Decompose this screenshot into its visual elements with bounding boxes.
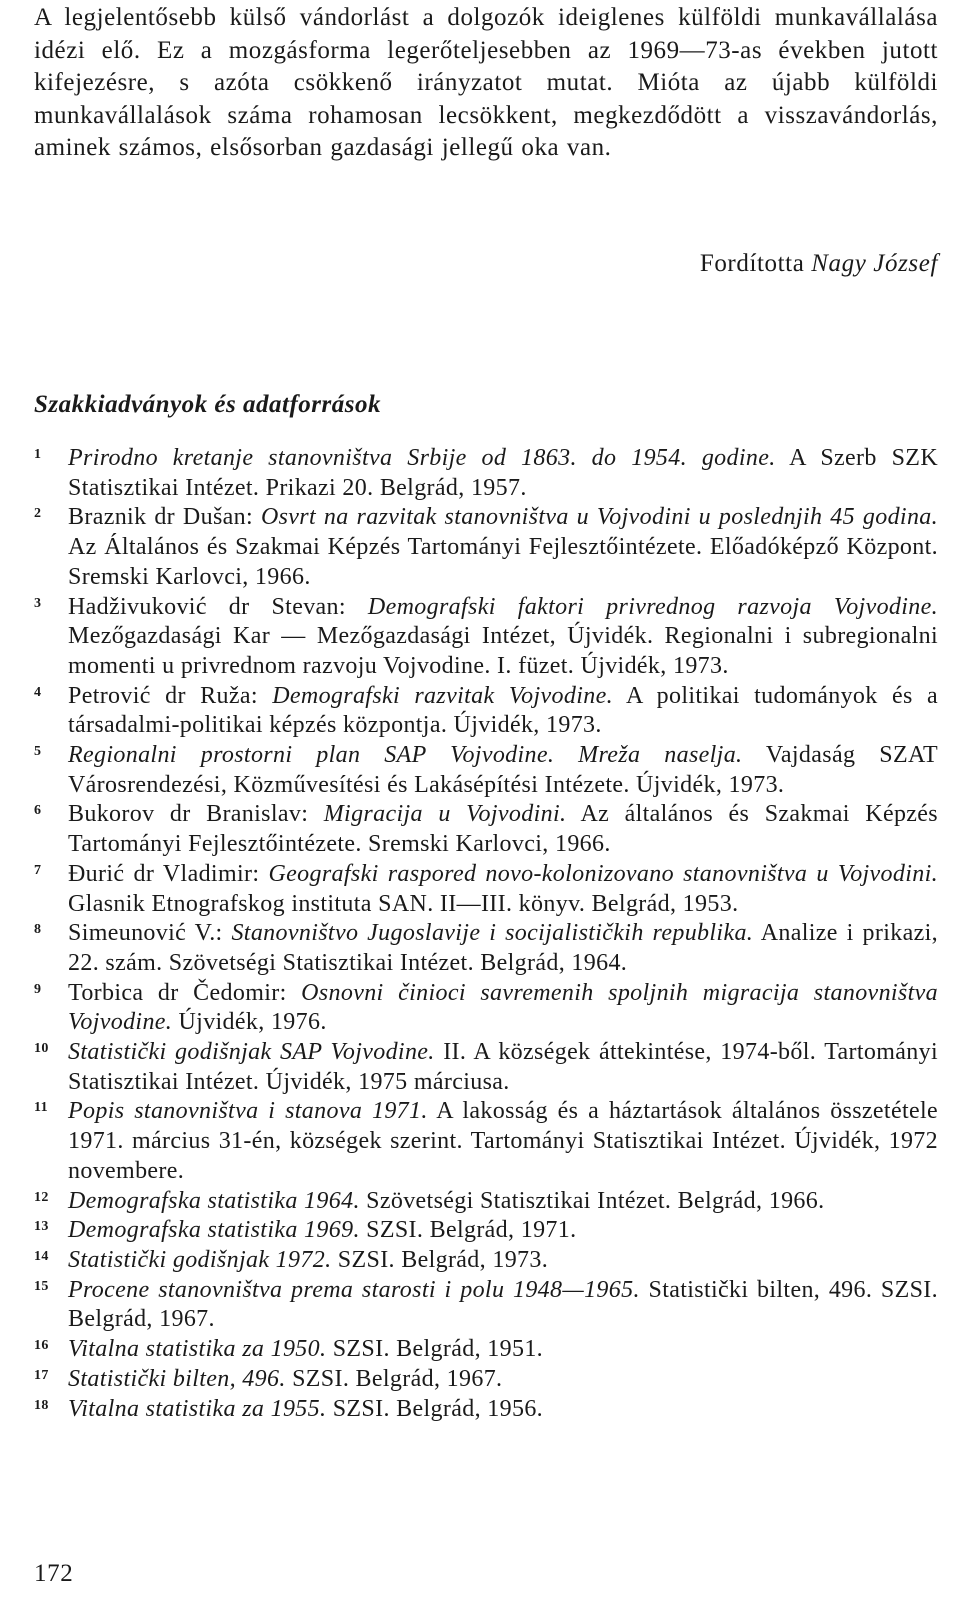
reference-details: Az általános és Szakmai Képzés Tartományi Fejlesztőintézete. Sremski Karlovci, 1966. [68, 801, 938, 858]
translator-name: Nagy József [811, 250, 938, 277]
reference-title: Statistički godišnjak 1972. [68, 1246, 332, 1273]
reference-title: Vitalna statistika za 1955. [68, 1395, 327, 1422]
reference-title: Osvrt na razvitak stanovništva u Vojvodini u poslednjih 45 godina. [260, 504, 939, 531]
reference-title: Demografski razvitak Vojvodine. [272, 682, 613, 709]
reference-number: 7 [34, 862, 42, 878]
reference-number: 6 [34, 803, 42, 819]
reference-item [34, 1216, 938, 1246]
reference-number: 3 [34, 595, 42, 611]
reference-number: 14 [34, 1248, 49, 1264]
reference-number: 16 [34, 1338, 49, 1354]
reference-details: II. A községek áttekintése, 1974-ből. Tartományi Statisztikai Intézet. Újvidék, 1975 márciusa. [68, 1039, 938, 1095]
reference-author: Đurić dr Vladimir: [68, 860, 269, 887]
reference-number: 13 [34, 1219, 49, 1235]
reference-title: Stanovništvo Jugoslavije i socijalističkih republika. [231, 920, 754, 947]
reference-number: 15 [34, 1278, 49, 1294]
reference-number: 12 [34, 1189, 49, 1205]
reference-item [34, 1335, 938, 1365]
reference-details: SZSI. Belgrád, 1973. [331, 1246, 549, 1273]
reference-item [34, 1038, 938, 1097]
reference-author: Torbica dr Čedomir: [68, 979, 302, 1006]
translator-prefix: Fordította [699, 250, 812, 277]
reference-item [34, 800, 938, 859]
reference-details: Újvidék, 1976. [172, 1009, 327, 1036]
reference-item [34, 919, 938, 978]
section-title: Szakkiadványok és adatforrások [34, 391, 381, 418]
reference-number: 10 [34, 1041, 49, 1057]
reference-number: 8 [34, 922, 42, 938]
reference-author: Simeunović V.: [68, 920, 232, 947]
reference-details: Analize i prikazi, 22. szám. Szövetségi Statisztikai Intézet. Belgrád, 1964. [68, 920, 938, 976]
reference-author: Braznik dr Dušan: [68, 504, 261, 531]
reference-item [34, 741, 938, 800]
reference-number: 9 [34, 981, 42, 997]
reference-author: Bukorov dr Branislav: [68, 801, 324, 828]
page-number: 172 [34, 1560, 74, 1587]
reference-details: Mezőgazdasági Kar — Mezőgazdasági Intézet, Újvidék. Regionalni i subregionalni momenti u privrednom razvoju Vojvodine. I. füzet. Újvidék, 1973. [68, 623, 938, 679]
reference-details: Glasnik Etnografskog instituta SAN. II—III. könyv. Belgrád, 1953. [68, 890, 739, 917]
reference-details: Az Általános és Szakmai Képzés Tartományi Fejlesztőintézete. Előadóképző Központ. Sremski Karlovci, 1966. [68, 534, 938, 590]
reference-number: 4 [34, 684, 42, 700]
reference-item [34, 1276, 938, 1335]
reference-number: 17 [34, 1367, 49, 1383]
reference-details: A lakosság és a háztartások általános összetétele 1971. március 31-én, községek szerint. Tartományi Statisztikai Intézet. Újvidék, 1972 novembere. [68, 1098, 938, 1184]
reference-author: Petrović dr Ruža: [68, 682, 273, 709]
reference-number: 1 [34, 447, 42, 462]
reference-item [34, 1246, 938, 1276]
reference-item [34, 1395, 938, 1425]
reference-number: 2 [34, 506, 42, 522]
reference-details: SZSI. Belgrád, 1956. [326, 1395, 544, 1422]
reference-title: Regionalni prostorni plan SAP Vojvodine. Mreža naselja. [68, 742, 743, 769]
reference-list [34, 444, 938, 1424]
reference-item [34, 860, 938, 919]
reference-details: A politikai tudományok és a társadalmi-politikai képzés központja. Újvidék, 1973. [68, 682, 938, 739]
reference-item [34, 503, 938, 592]
reference-details: Vajdaság SZAT Városrendezési, Közművesítési és Lakásépítési Intézete. Újvidék, 1973. [68, 742, 938, 798]
reference-author: Hadživuković dr Stevan: [68, 593, 368, 620]
reference-item [34, 1097, 938, 1186]
reference-item [34, 1187, 938, 1217]
reference-title: Demografska statistika 1964. [68, 1187, 360, 1214]
document-page [34, 0, 938, 1602]
reference-title: Migracija u Vojvodini. [323, 801, 567, 828]
reference-item [34, 1365, 938, 1395]
reference-item [34, 444, 938, 503]
reference-title: Demografski faktori privrednog razvoja Vojvodine. [367, 593, 938, 620]
reference-details: SZSI. Belgrád, 1951. [326, 1336, 544, 1363]
reference-title: Statistički bilten, 496. [68, 1365, 286, 1392]
reference-item [34, 682, 938, 741]
reference-details: SZSI. Belgrád, 1971. [359, 1217, 577, 1244]
reference-details: Szövetségi Statisztikai Intézet. Belgrád, 1966. [359, 1187, 825, 1214]
translator-credit [700, 250, 938, 278]
reference-title: Popis stanovništva i stanova 1971. [68, 1098, 428, 1125]
reference-number: 18 [34, 1397, 49, 1413]
reference-item [34, 593, 938, 682]
reference-title: Vitalna statistika za 1950. [68, 1336, 327, 1363]
reference-title: Geografski raspored novo-kolonizovano stanovništva u Vojvodini. [268, 860, 938, 887]
reference-details: A Szerb SZK Statisztikai Intézet. Prikazi 20. Belgrád, 1957. [68, 445, 938, 501]
reference-number: 11 [34, 1100, 48, 1116]
intro-paragraph: A legjelentősebb külső vándorlást a dolgozók ideiglenes külföldi munkavállalása idézi elő. Ez a mozgásforma legerőteljesebben az 1969—73-as években jutott kifejezésre, s azóta csökkenő irányzatot mutat. Mióta az újabb külföldi munkavállalások száma rohamosan lecsökkent, megkezdődött a visszavándorlás, aminek számos, elsősorban gazdasági jellegű oka van. [34, 4, 938, 162]
reference-title: Procene stanovništva prema starosti i polu 1948—1965. [68, 1276, 640, 1303]
reference-item [34, 979, 938, 1038]
reference-title: Statistički godišnjak SAP Vojvodine. [68, 1039, 435, 1066]
reference-title: Osnovni činioci savremenih spoljnih migracija stanovništva Vojvodine. [68, 979, 938, 1036]
reference-details: SZSI. Belgrád, 1967. [285, 1365, 503, 1392]
reference-number: 5 [34, 744, 42, 760]
reference-title: Demografska statistika 1969. [68, 1217, 360, 1244]
reference-title: Prirodno kretanje stanovništva Srbije od 1863. do 1954. godine. [68, 445, 776, 471]
reference-details: Statistički bilten, 496. SZSI. Belgrád, 1967. [68, 1276, 938, 1333]
